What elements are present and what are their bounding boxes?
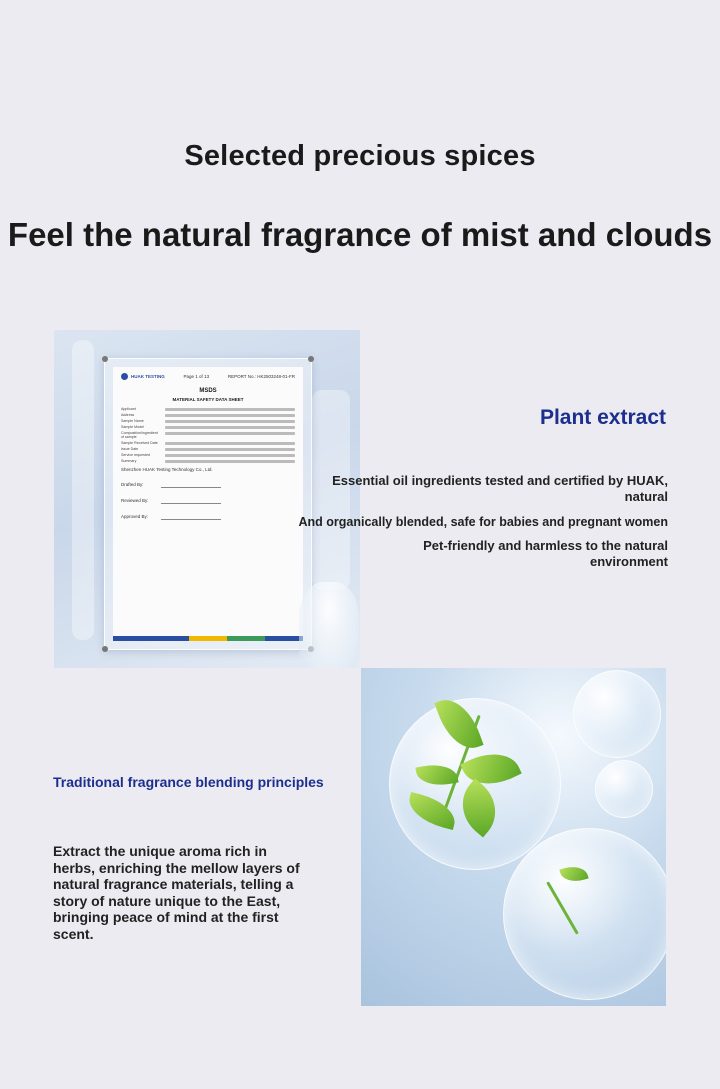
plant-extract-title: Plant extract	[539, 406, 666, 429]
doc-fields	[121, 407, 295, 463]
field-label: Summary	[121, 459, 137, 463]
field-label: Address	[121, 413, 135, 417]
doc-subtitle: MATERIAL SAFETY DATA SHEET	[172, 397, 244, 402]
plant-line-2: And organically blended, safe for babies and pregnant women	[298, 515, 668, 529]
field-label: Sample Received Date	[121, 441, 158, 445]
field-label: Service requested	[121, 453, 150, 457]
report-number: REPORT No.: HK2503248-01-FR	[227, 374, 295, 379]
huak-logo-icon	[121, 373, 128, 380]
signer-reviewed: Reviewed By:	[121, 498, 149, 503]
certificate-frame	[104, 358, 312, 650]
page-number: Page 1 of 13	[183, 374, 210, 379]
field-label: Issue Date	[121, 447, 139, 451]
traditional-body: Extract the unique aroma rich in herbs, enriching the mellow layers of natural fragrance materials, telling a story of nature unique to the East, bringing peace of mind at the first scent.	[53, 843, 300, 942]
doc-title: MSDS	[199, 388, 217, 394]
plant-line-3: Pet-friendly and harmless to the natural environment	[423, 538, 668, 569]
issuer-name: Shenzhen HUAK Testing Technology Co., Ltd.	[121, 467, 213, 472]
bubble-bottom	[503, 828, 666, 1000]
bubble-small	[595, 760, 653, 818]
field-label: Sample Model	[121, 425, 144, 429]
msds-document	[113, 367, 303, 641]
traditional-title: Traditional fragrance blending principles	[53, 774, 324, 790]
signer-drafted: Drafted By:	[121, 482, 144, 487]
lab-name: HUAK TESTING	[131, 374, 165, 379]
bubble-top-right	[573, 670, 661, 758]
field-label: Sample Name	[121, 419, 144, 423]
heading-natural-fragrance: Feel the natural fragrance of mist and clouds	[7, 216, 713, 253]
heading-selected-spices: Selected precious spices	[184, 140, 536, 172]
bottle-nipple-decor	[299, 582, 359, 668]
field-label: Composition/ingredient of sample	[121, 431, 158, 439]
field-label: Applicant	[121, 407, 136, 411]
doc-color-strip	[113, 636, 303, 641]
signer-approved: Approved By:	[121, 514, 149, 519]
bubble-photo	[361, 668, 666, 1006]
plant-line-1: Essential oil ingredients tested and certified by HUAK, natural	[332, 473, 668, 504]
